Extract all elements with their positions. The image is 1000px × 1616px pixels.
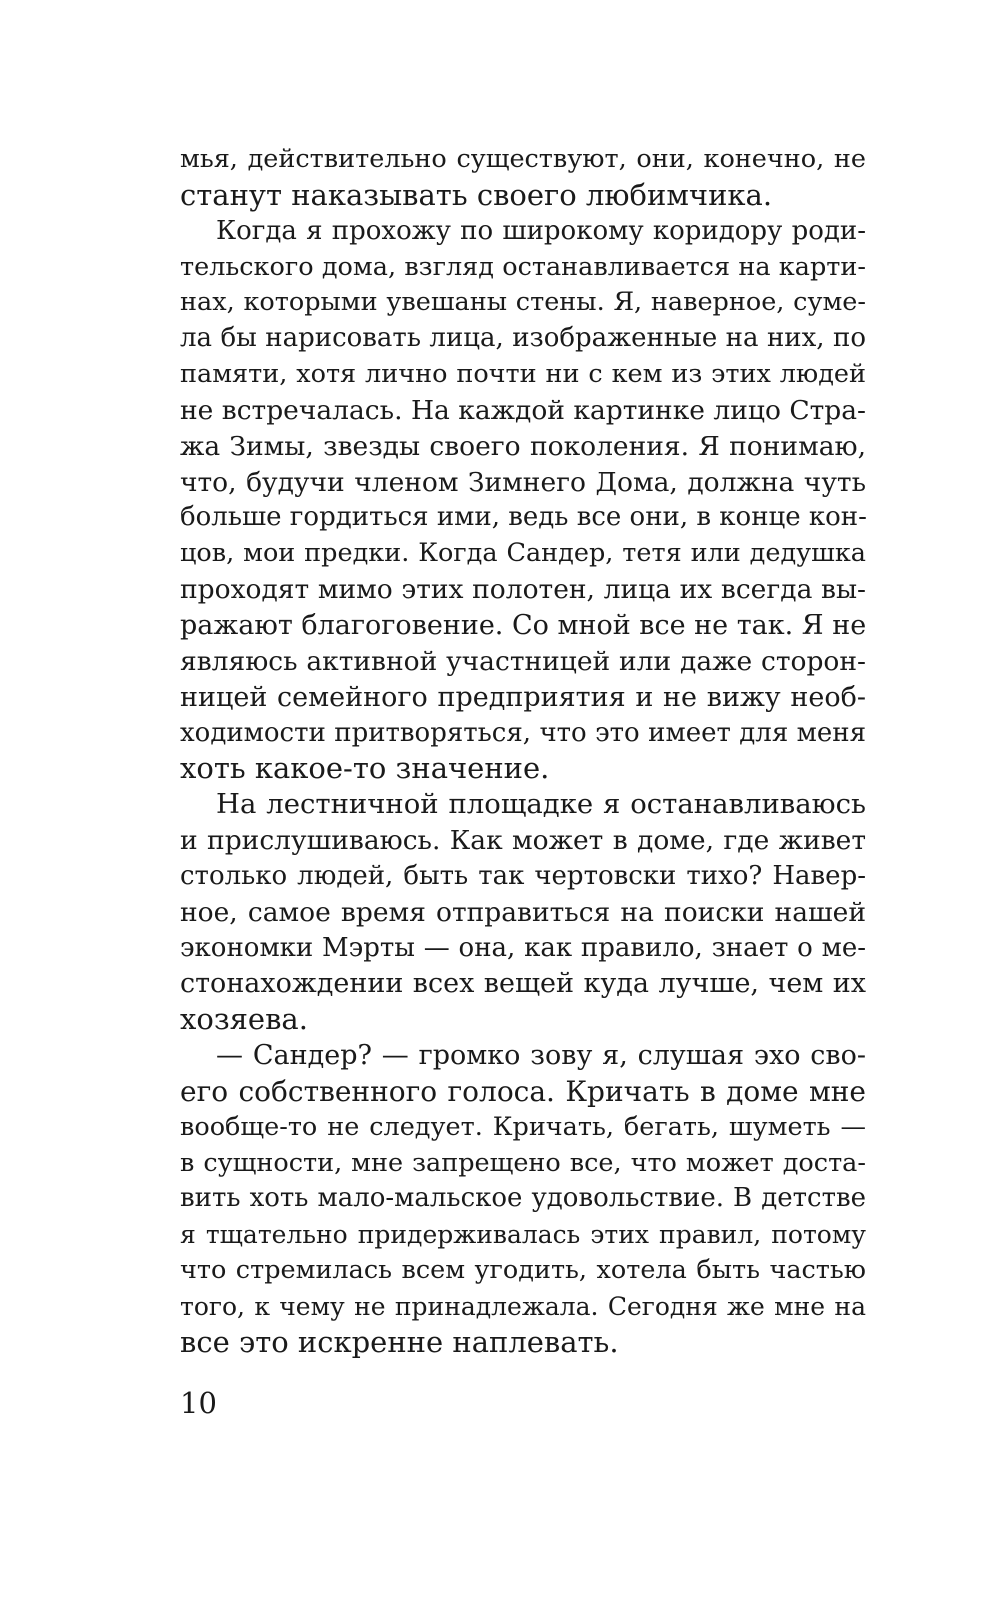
text-line: столько людей, быть так чертовски тихо? Навер- <box>180 860 866 891</box>
text-line: ное, самое время отправиться на поиски нашей <box>180 896 866 928</box>
text-line: больше гордиться ими, ведь все они, в конце кон- <box>180 502 867 533</box>
text-line: ницей семейного предприятия и не вижу необ- <box>180 681 866 713</box>
text-line: цов, мои предки. Когда Сандер, тетя или дедушка <box>180 538 866 569</box>
text-line: все это искренне наплевать. <box>180 1324 619 1359</box>
text-line: тельского дома, взгляд останавливается на карти- <box>180 251 866 282</box>
text-line: проходят мимо этих полотен, лица их всегда вы- <box>180 574 866 606</box>
text-line: — Сандер? — громко зову я, слушая эхо сво- <box>216 1040 866 1072</box>
text-line: не встречалась. На каждой картинке лицо Стра- <box>180 394 866 426</box>
text-line: экономки Мэрты — она, как правило, знает о ме- <box>180 932 866 963</box>
text-line: являюсь активной участницей или даже сторон- <box>180 645 866 677</box>
body-text <box>180 142 866 1361</box>
page-number: 10 <box>180 1386 217 1420</box>
text-line: что стремилась всем угодить, хотела быть частью <box>180 1255 866 1286</box>
text-line: в сущности, мне запрещено все, что может доста- <box>180 1147 866 1178</box>
text-line: ла бы нарисовать лица, изображенные на них, по <box>180 323 866 354</box>
text-line: памяти, хотя лично почти ни с кем из этих людей <box>180 359 866 390</box>
text-line: На лестничной площадке я останавливаюсь <box>216 788 866 821</box>
text-line: хоть какое-то значение. <box>180 751 550 786</box>
text-line: нах, которыми увешаны стены. Я, наверное, суме- <box>180 287 866 318</box>
text-line: вообще-то не следует. Кричать, бегать, шуметь — <box>180 1111 866 1142</box>
text-line: я тщательно придерживалась этих правил, потому <box>180 1220 866 1250</box>
text-line: вить хоть мало-мальское удовольствие. В детстве <box>180 1183 866 1214</box>
text-line: ражают благоговение. Со мной все не так. Я не <box>180 609 867 641</box>
text-line: станут наказывать своего любимчика. <box>180 177 773 212</box>
text-line: того, к чему не принадлежала. Сегодня же мне на <box>180 1292 866 1321</box>
text-line: и прислушиваюсь. Как может в доме, где живет <box>180 825 866 857</box>
text-line: что, будучи членом Зимнего Дома, должна чуть <box>180 466 866 498</box>
text-line: стонахождении всех вещей куда лучше, чем их <box>180 968 866 1000</box>
text-line: жа Зимы, звезды своего поколения. Я понимаю, <box>180 430 866 462</box>
text-line: Когда я прохожу по широкому коридору роди- <box>216 215 866 246</box>
text-line: хозяева. <box>180 1002 308 1037</box>
text-line: мья, действительно существуют, они, конечно, не <box>180 144 866 174</box>
text-line: его собственного голоса. Кричать в доме мне <box>180 1074 866 1108</box>
text-line: ходимости притворяться, что это имеет для меня <box>180 717 866 748</box>
